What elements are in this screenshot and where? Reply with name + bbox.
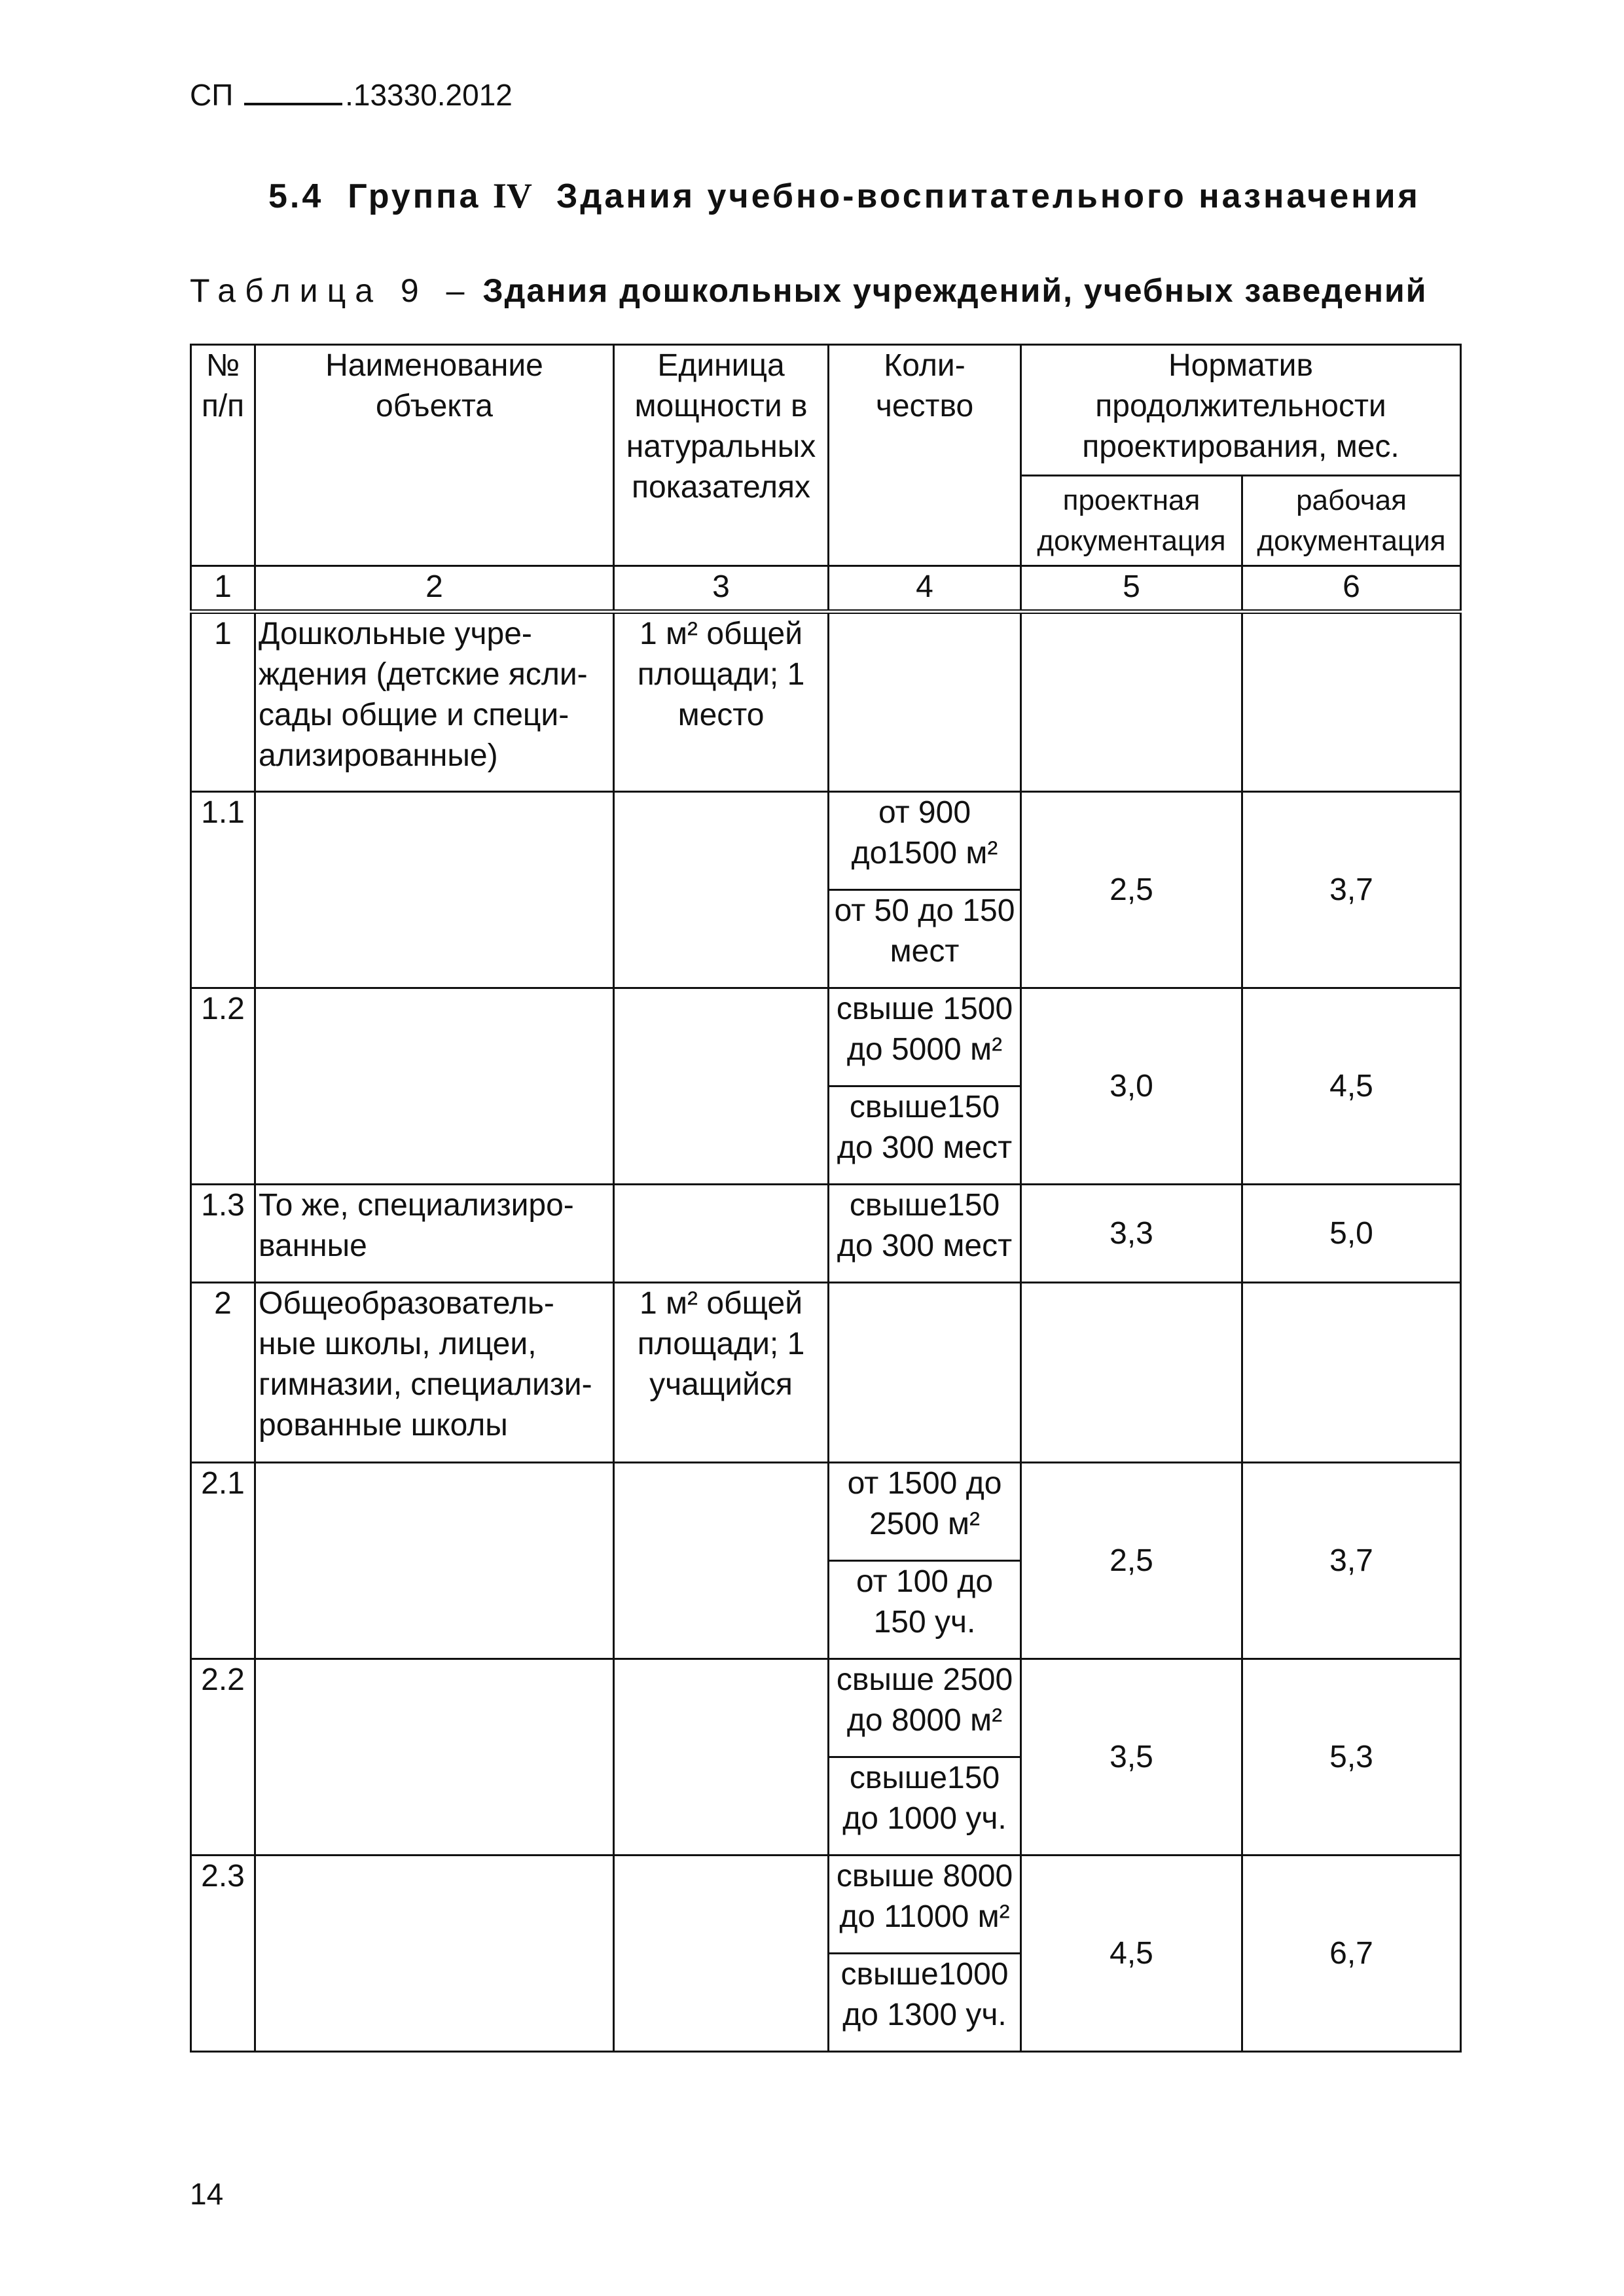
row-project-months: 3,5 <box>1021 1659 1242 1856</box>
row-qty: свыше150 до 300 мест <box>829 1086 1021 1185</box>
row-work-months: 5,0 <box>1242 1185 1461 1283</box>
section-title <box>268 175 1420 216</box>
table-row <box>191 1659 1461 1757</box>
row-num: 1 <box>191 612 255 792</box>
table-caption-label: Таблица 9 – <box>190 272 474 309</box>
row-num: 1.2 <box>191 988 255 1185</box>
col-number: 1 <box>191 566 255 612</box>
row-num: 2.3 <box>191 1856 255 2052</box>
section-title-text: Здания учебно-воспитательного назначения <box>556 177 1420 215</box>
row-qty: свыше150 до 300 мест <box>829 1185 1021 1283</box>
row-name: Общеобразователь-ные школы, лицеи, гимназии, специализи-рованные школы <box>255 1283 614 1463</box>
row-unit-empty <box>614 1659 829 1856</box>
row-project-months: 4,5 <box>1021 1856 1242 2052</box>
row-work-empty <box>1242 1283 1461 1463</box>
row-qty: свыше 2500 до 8000 м² <box>829 1659 1021 1757</box>
table-row <box>191 988 1461 1086</box>
row-unit-empty <box>614 1185 829 1283</box>
row-project-empty <box>1021 1283 1242 1463</box>
row-project-months: 3,3 <box>1021 1185 1242 1283</box>
row-name-empty <box>255 792 614 988</box>
doc-code-number: .13330.2012 <box>345 78 513 112</box>
table-row <box>191 612 1461 792</box>
row-unit-empty <box>614 988 829 1185</box>
row-project-months: 2,5 <box>1021 792 1242 988</box>
section-number: 5.4 <box>268 177 324 215</box>
row-name-empty <box>255 988 614 1185</box>
row-unit-empty <box>614 1856 829 2052</box>
table-row <box>191 1856 1461 1954</box>
row-num: 2.1 <box>191 1463 255 1659</box>
row-num: 2 <box>191 1283 255 1463</box>
col-number: 5 <box>1021 566 1242 612</box>
row-qty: от 900 до1500 м² <box>829 792 1021 890</box>
row-project-empty <box>1021 612 1242 792</box>
row-work-months: 3,7 <box>1242 792 1461 988</box>
row-num: 1.1 <box>191 792 255 988</box>
row-unit: 1 м² общей площади; 1 место <box>614 612 829 792</box>
norms-table <box>190 344 1462 2053</box>
header-norm: Норматив продолжительности проектирования, мес. <box>1021 345 1461 476</box>
row-unit-empty <box>614 1463 829 1659</box>
row-name: Дошкольные учре-ждения (детские ясли-сады общие и специ-ализированные) <box>255 612 614 792</box>
row-unit: 1 м² общей площади; 1 учащийся <box>614 1283 829 1463</box>
col-number: 4 <box>829 566 1021 612</box>
page-number: 14 <box>190 2177 224 2211</box>
row-project-months: 2,5 <box>1021 1463 1242 1659</box>
row-qty: свыше1000 до 1300 уч. <box>829 1954 1021 2052</box>
col-number: 6 <box>1242 566 1461 612</box>
document-code <box>190 77 513 113</box>
header-name: Наименование объекта <box>255 345 614 566</box>
row-name-empty <box>255 1856 614 2052</box>
table-row <box>191 1463 1461 1561</box>
table-caption-title: Здания дошкольных учреждений, учебных заведений <box>482 272 1428 309</box>
header-unit: Единица мощности в натуральных показателях <box>614 345 829 566</box>
table-row <box>191 1185 1461 1283</box>
row-work-months: 3,7 <box>1242 1463 1461 1659</box>
row-qty: от 100 до 150 уч. <box>829 1561 1021 1659</box>
row-qty: свыше 8000 до 11000 м² <box>829 1856 1021 1954</box>
row-work-months: 6,7 <box>1242 1856 1461 2052</box>
doc-code-prefix: СП <box>190 78 234 112</box>
row-name: То же, специализиро-ванные <box>255 1185 614 1283</box>
header-project-docs: проектная документация <box>1021 476 1242 566</box>
table-row <box>191 792 1461 890</box>
row-work-months: 4,5 <box>1242 988 1461 1185</box>
row-qty: от 50 до 150 мест <box>829 890 1021 988</box>
row-qty: свыше 1500 до 5000 м² <box>829 988 1021 1086</box>
row-num: 2.2 <box>191 1659 255 1856</box>
row-qty-empty <box>829 1283 1021 1463</box>
column-number-row <box>191 566 1461 612</box>
row-qty-empty <box>829 612 1021 792</box>
blank-line <box>244 99 342 105</box>
col-number: 2 <box>255 566 614 612</box>
header-num: № п/п <box>191 345 255 566</box>
section-group-word: Группа <box>348 177 481 215</box>
table-row <box>191 1283 1461 1463</box>
col-number: 3 <box>614 566 829 612</box>
header-qty: Коли-чество <box>829 345 1021 566</box>
row-work-months: 5,3 <box>1242 1659 1461 1856</box>
table-header-row <box>191 345 1461 476</box>
row-name-empty <box>255 1463 614 1659</box>
header-work-docs: рабочая документация <box>1242 476 1461 566</box>
row-num: 1.3 <box>191 1185 255 1283</box>
row-name-empty <box>255 1659 614 1856</box>
row-qty: свыше150 до 1000 уч. <box>829 1757 1021 1856</box>
row-work-empty <box>1242 612 1461 792</box>
section-roman-numeral: IV <box>492 176 532 215</box>
row-project-months: 3,0 <box>1021 988 1242 1185</box>
row-qty: от 1500 до 2500 м² <box>829 1463 1021 1561</box>
table-caption <box>190 272 1428 310</box>
row-unit-empty <box>614 792 829 988</box>
